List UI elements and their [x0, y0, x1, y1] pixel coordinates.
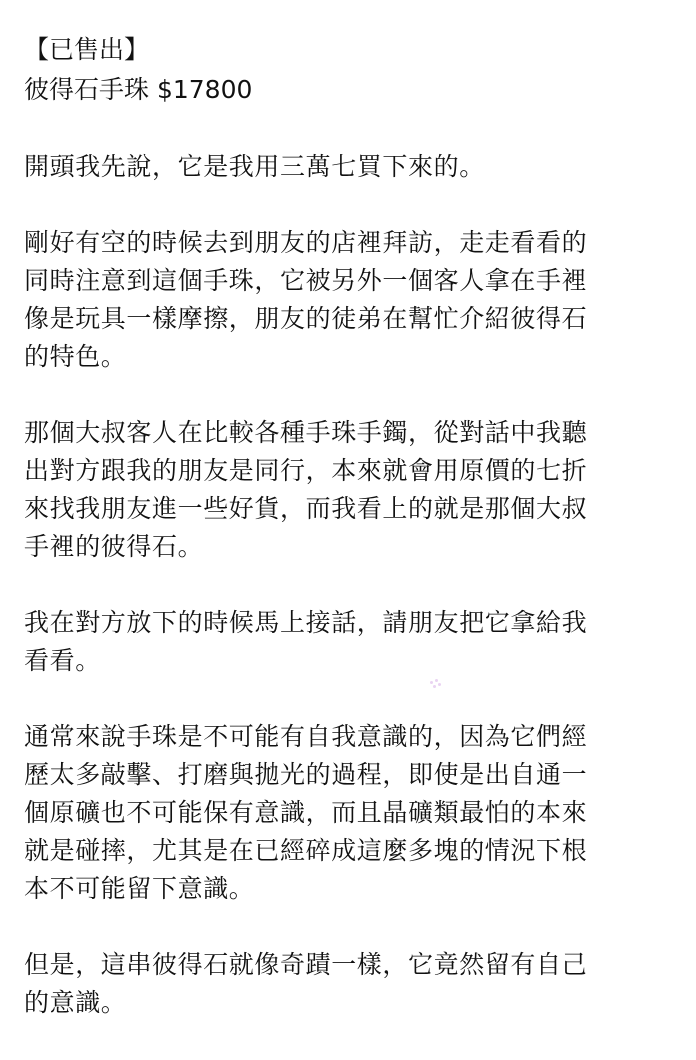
item-title-price: 彼得石手珠 $17800	[24, 75, 253, 104]
text-line: 個原礦也不可能保有意識，而且晶礦類最怕的本來	[24, 798, 588, 827]
text-line: 的特色。	[24, 342, 127, 371]
text-line: 出對方跟我的朋友是同行，本來就會用原價的七折	[24, 456, 588, 485]
text-line: 那個大叔客人在比較各種手珠手鐲，從對話中我聽	[24, 418, 588, 447]
text-line: 手裡的彼得石。	[24, 532, 204, 561]
text-line: 開頭我先說，它是我用三萬七買下來的。	[24, 152, 485, 181]
text-line: 但是，這串彼得石就像奇蹟一樣，它竟然留有自己	[24, 950, 588, 979]
paragraph-3	[24, 414, 672, 566]
paragraph-4	[24, 604, 672, 680]
paragraph-2	[24, 224, 672, 376]
text-line: 本不可能留下意識。	[24, 874, 255, 903]
text-line: 像是玩具一樣摩擦，朋友的徒弟在幫忙介紹彼得石	[24, 304, 588, 333]
text-line: 同時注意到這個手珠，它被另外一個客人拿在手裡	[24, 266, 588, 295]
text-line: 的意識。	[24, 988, 127, 1017]
text-line: 就是碰摔，尤其是在已經碎成這麼多塊的情況下根	[24, 836, 588, 865]
post-document	[24, 30, 672, 1060]
paragraph-1	[24, 148, 672, 186]
text-line: 通常來說手珠是不可能有自我意識的，因為它們經	[24, 722, 588, 751]
paragraph-5	[24, 718, 672, 908]
text-line: 歷太多敲擊、打磨與拋光的過程，即使是出自通一	[24, 760, 588, 789]
paragraph-6	[24, 946, 672, 1022]
sold-status-label: 【已售出】	[24, 35, 150, 64]
text-line: 剛好有空的時候去到朋友的店裡拜訪，走走看看的	[24, 228, 588, 257]
text-line: 來找我朋友進一些好貨，而我看上的就是那個大叔	[24, 494, 588, 523]
text-line: 看看。	[24, 646, 101, 675]
decorative-specks	[428, 678, 442, 690]
text-line: 我在對方放下的時候馬上接話，請朋友把它拿給我	[24, 608, 588, 637]
